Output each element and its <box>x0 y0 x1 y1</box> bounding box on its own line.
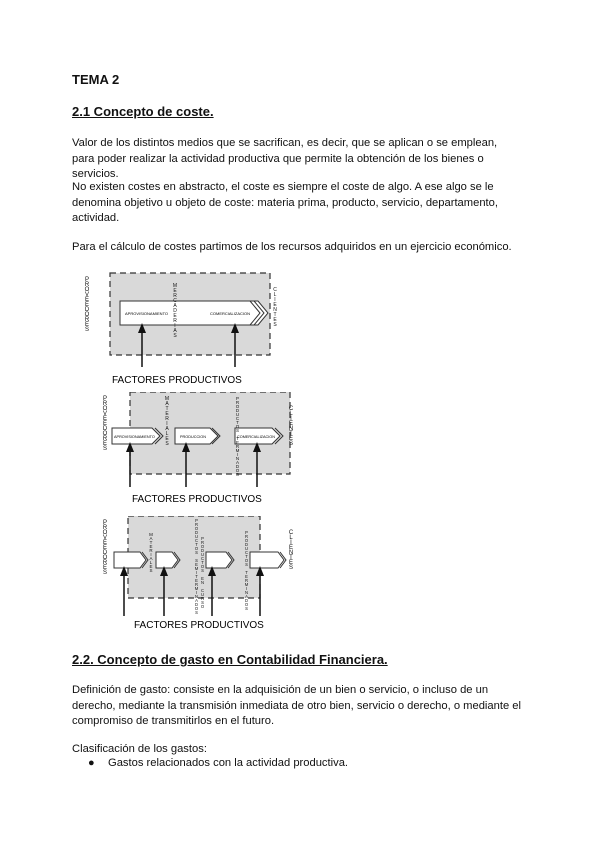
section-heading-coste: 2.1 Concepto de coste. <box>72 104 214 119</box>
d1-box1-label: APROVISIONAMIENTO <box>125 311 169 316</box>
d1-box2-label: COMERCIALIZACION <box>210 311 251 316</box>
d2-box3-label: COMERCIALIZACION <box>237 435 275 439</box>
d1-left-label: PROVEEDORES <box>84 277 90 332</box>
d2-right-label: CLIENTES <box>288 406 294 446</box>
section-heading-gasto: 2.2. Concepto de gasto en Contabilidad Financiera. <box>72 652 388 667</box>
d2-mid-label1: MATERIALES <box>164 396 170 446</box>
page-title: TEMA 2 <box>72 72 120 87</box>
bullet-item-1: Gastos relacionados con la actividad productiva. <box>108 757 349 769</box>
d2-box1-label: APROVISIONAMIENTO <box>114 435 155 439</box>
d2-mid-label2: PRODUCTOS TERMINADOS <box>235 396 240 476</box>
d1-right-label: CLIENTES <box>272 287 278 327</box>
d3-mid-label3: PRODUCTOS EN CURSO <box>200 536 205 608</box>
d1-mid-label: MERCADERIAS <box>172 283 178 338</box>
paragraph-calculo-costes: Para el cálculo de costes partimos de los recursos adquiridos en un ejercicio económico. <box>72 241 512 253</box>
paragraph-objeto-coste: No existen costes en abstracto, el coste es siempre el coste de algo. A ese algo se le denomina objetivo u objeto de coste: materia prima, producto, servicio, departamento, actividad. <box>72 181 498 224</box>
paragraph-clasificacion: Clasificación de los gastos: <box>72 743 207 755</box>
d2-box2-label: PRODUCCION <box>180 435 206 439</box>
bullet-dot: ● <box>88 757 95 769</box>
d3-right-label: CLIENTES <box>288 530 294 570</box>
d3-left-label: PROVEEDORES <box>102 520 108 575</box>
diagram-2 <box>100 392 310 506</box>
paragraph-coste-definicion: Valor de los distintos medios que se sacrifican, es decir, que se aplican o se emplean, para poder realizar la actividad productiva que permite la obtención de los bienes o servicios. <box>72 137 498 180</box>
d3-mid-label2: PRODUCTOS SEMITERMINADOS <box>194 518 199 614</box>
paragraph-gasto-definicion: Definición de gasto: consiste en la adquisición de un bien o servicio, o incluso de un derecho, mediante la transmisión inmediata de otro bien, servicio o derecho, o mediante el compromiso de transmitirlos en el futuro. <box>72 684 521 727</box>
d2-left-label: PROVEEDORES <box>102 396 108 451</box>
diagram-3 <box>100 516 310 634</box>
d2-footer: FACTORES PRODUCTIVOS <box>132 494 262 505</box>
d3-mid-label1: MATERIALES <box>148 532 154 572</box>
d3-footer: FACTORES PRODUCTIVOS <box>134 620 264 631</box>
d3-mid-label4: PRODUCTOS TERMINADOS <box>244 530 249 610</box>
d1-footer: FACTORES PRODUCTIVOS <box>112 375 242 386</box>
diagram-1 <box>80 265 310 390</box>
